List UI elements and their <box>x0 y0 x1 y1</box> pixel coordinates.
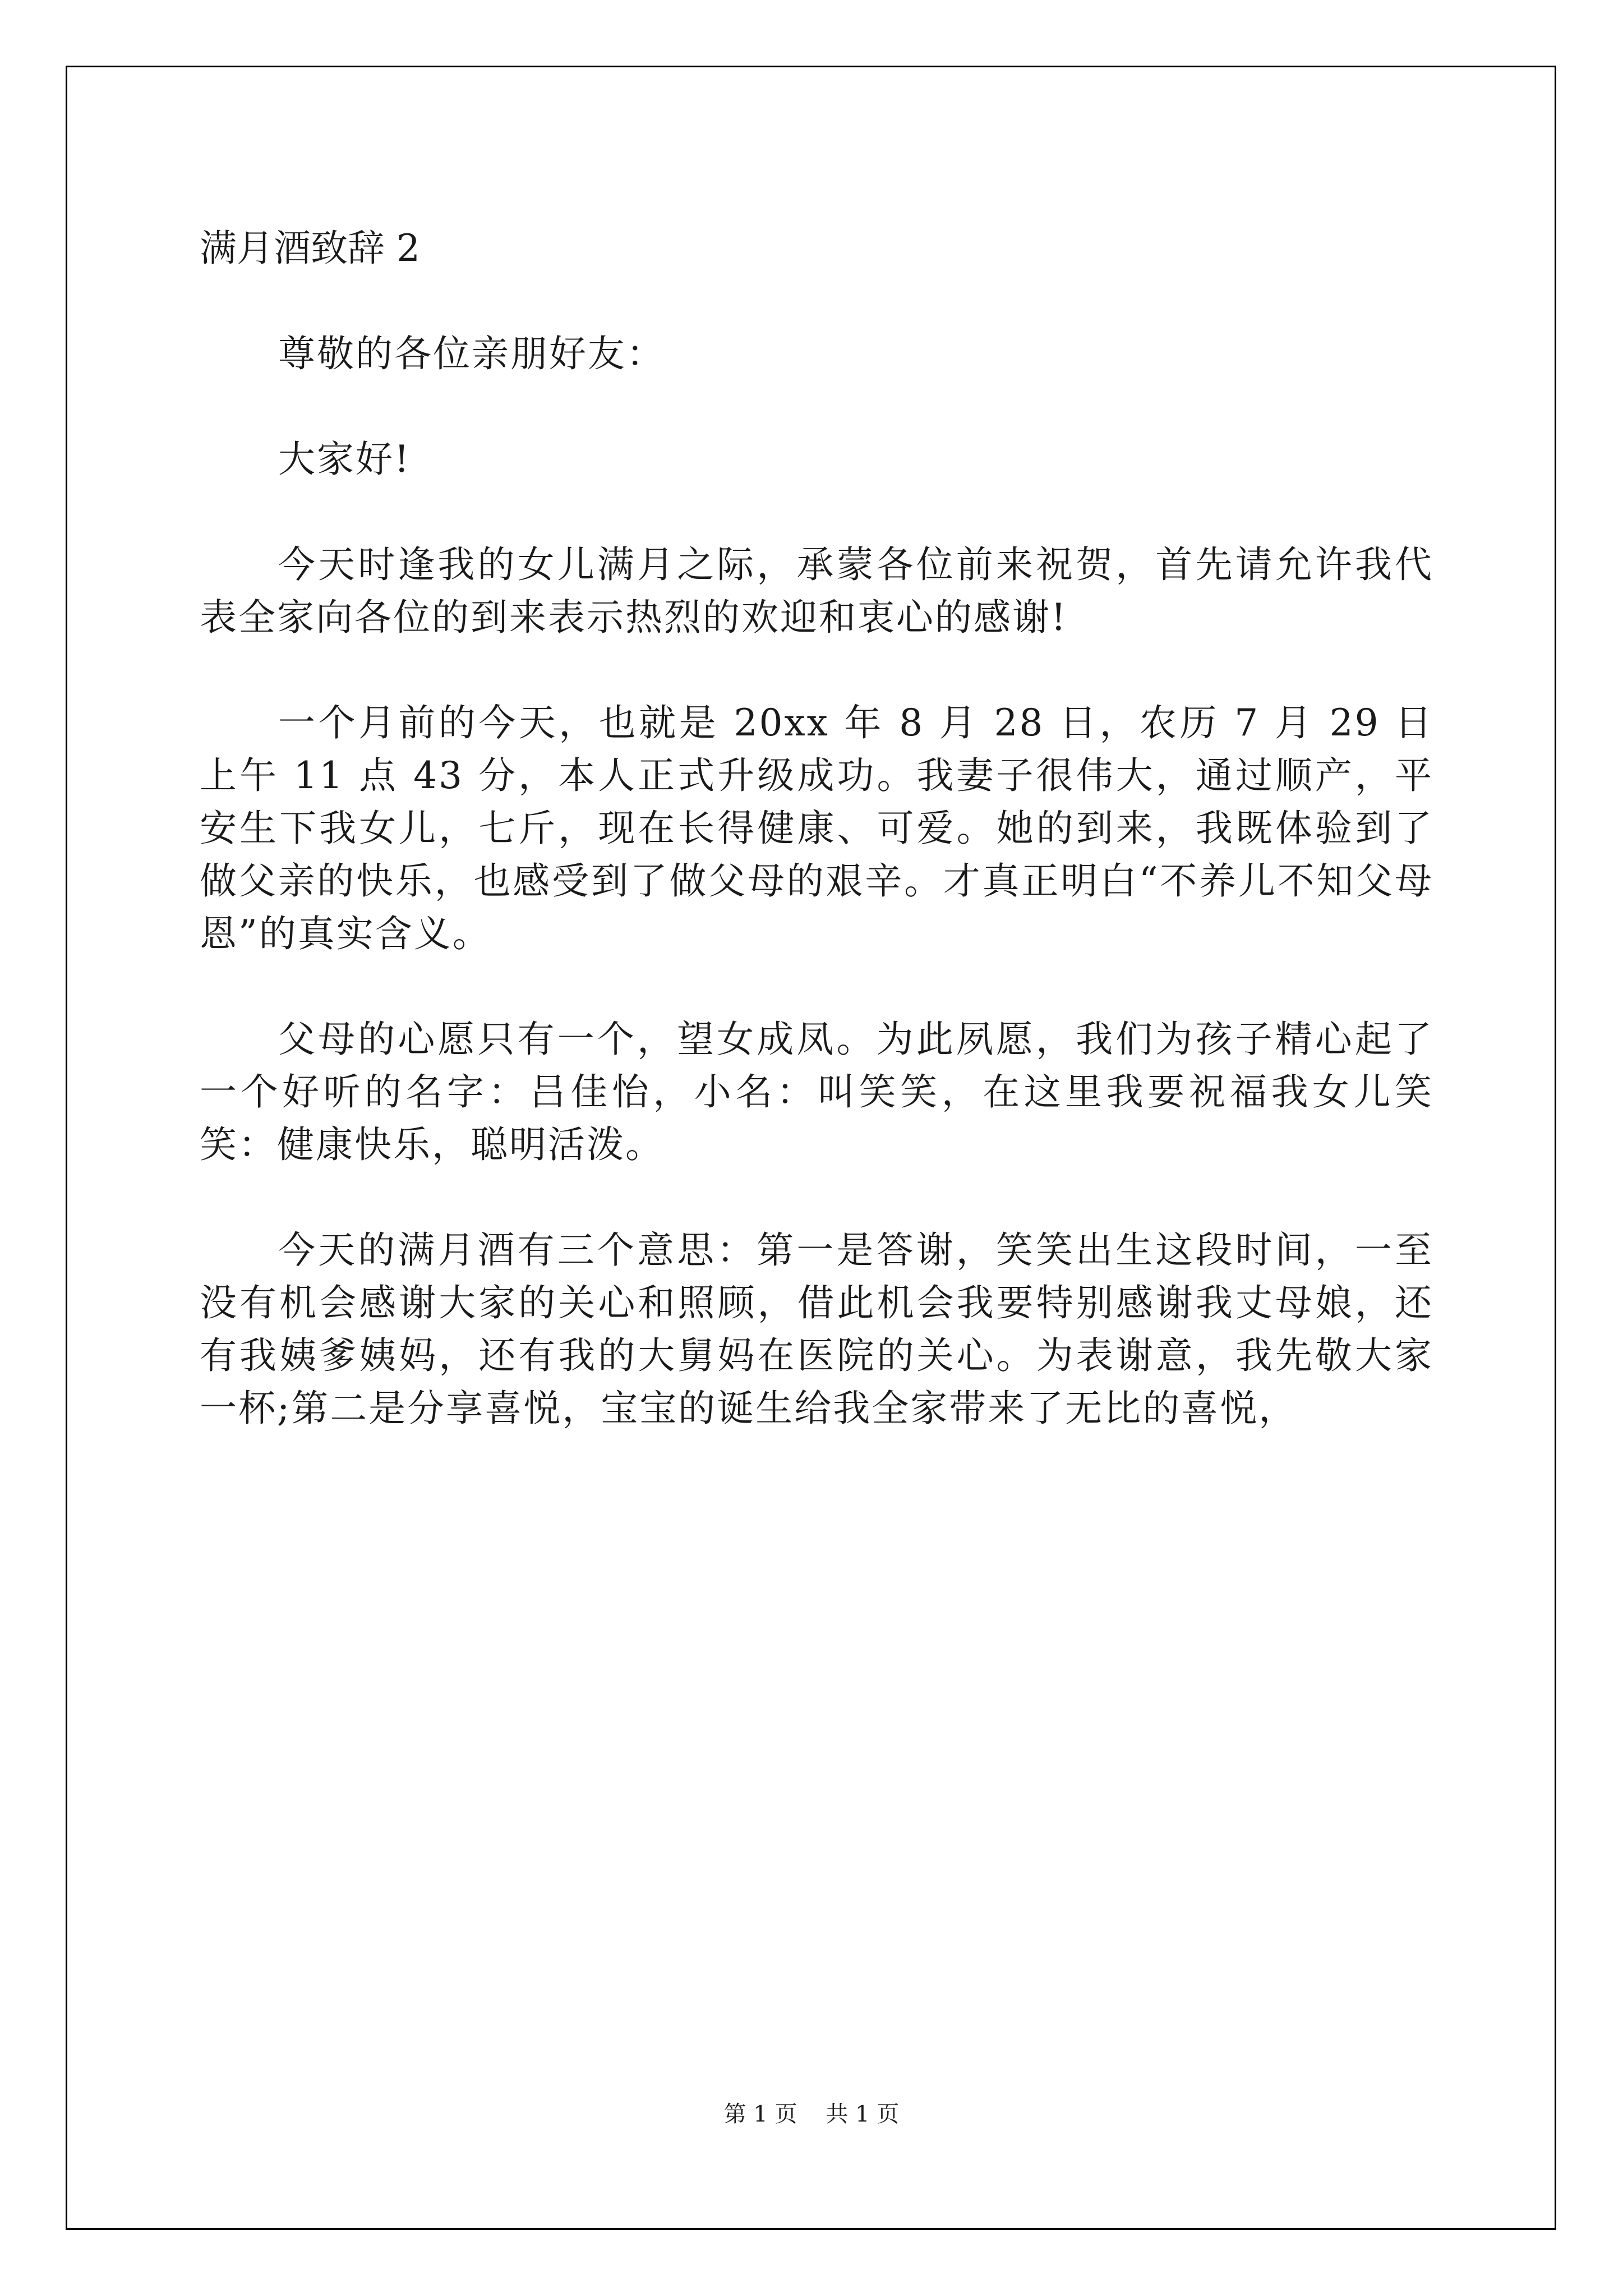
greeting-paragraph: 尊敬的各位亲朋好友： <box>278 332 665 375</box>
page-number-footer: 第 1 页 共 1 页 <box>723 2101 900 2127</box>
hello-paragraph: 大家好! <box>278 438 411 481</box>
naming-paragraph: 父母的心愿只有一个，望女成凤。为此夙愿，我们为孩子精心起了一个好听的名字：吕佳怡，小名：叫笑笑，在这里我要祝福我女儿笑笑：健康快乐，聪明活泼。 <box>200 1018 1433 1166</box>
purpose-paragraph: 今天的满月酒有三个意思：第一是答谢，笑笑出生这段时间，一至没有机会感谢大家的关心和照顾，借此机会我要特别感谢我丈母娘，还有我姨爹姨妈，还有我的大舅妈在医院的关心。为表谢意，我先敬大家一杯;第二是分享喜悦，宝宝的诞生给我全家带来了无比的喜悦， <box>200 1228 1433 1430</box>
birth-story-paragraph: 一个月前的今天，也就是 20xx 年 8 月 28 日，农历 7 月 29 日上午 11 点 43 分，本人正式升级成功。我妻子很伟大，通过顺产，平安生下我女儿，七斤，现在长得健康、可爱。她的到来，我既体验到了做父亲的快乐，也感受到了做父母的艰辛。才真正明白“不养儿不知父母恩”的真实含义。 <box>200 701 1433 955</box>
welcome-paragraph: 今天时逢我的女儿满月之际，承蒙各位前来祝贺，首先请允许我代表全家向各位的到来表示热烈的欢迎和衷心的感谢! <box>200 543 1433 639</box>
document-title: 满月酒致辞 2 <box>200 227 420 270</box>
document-body <box>200 222 1433 1488</box>
